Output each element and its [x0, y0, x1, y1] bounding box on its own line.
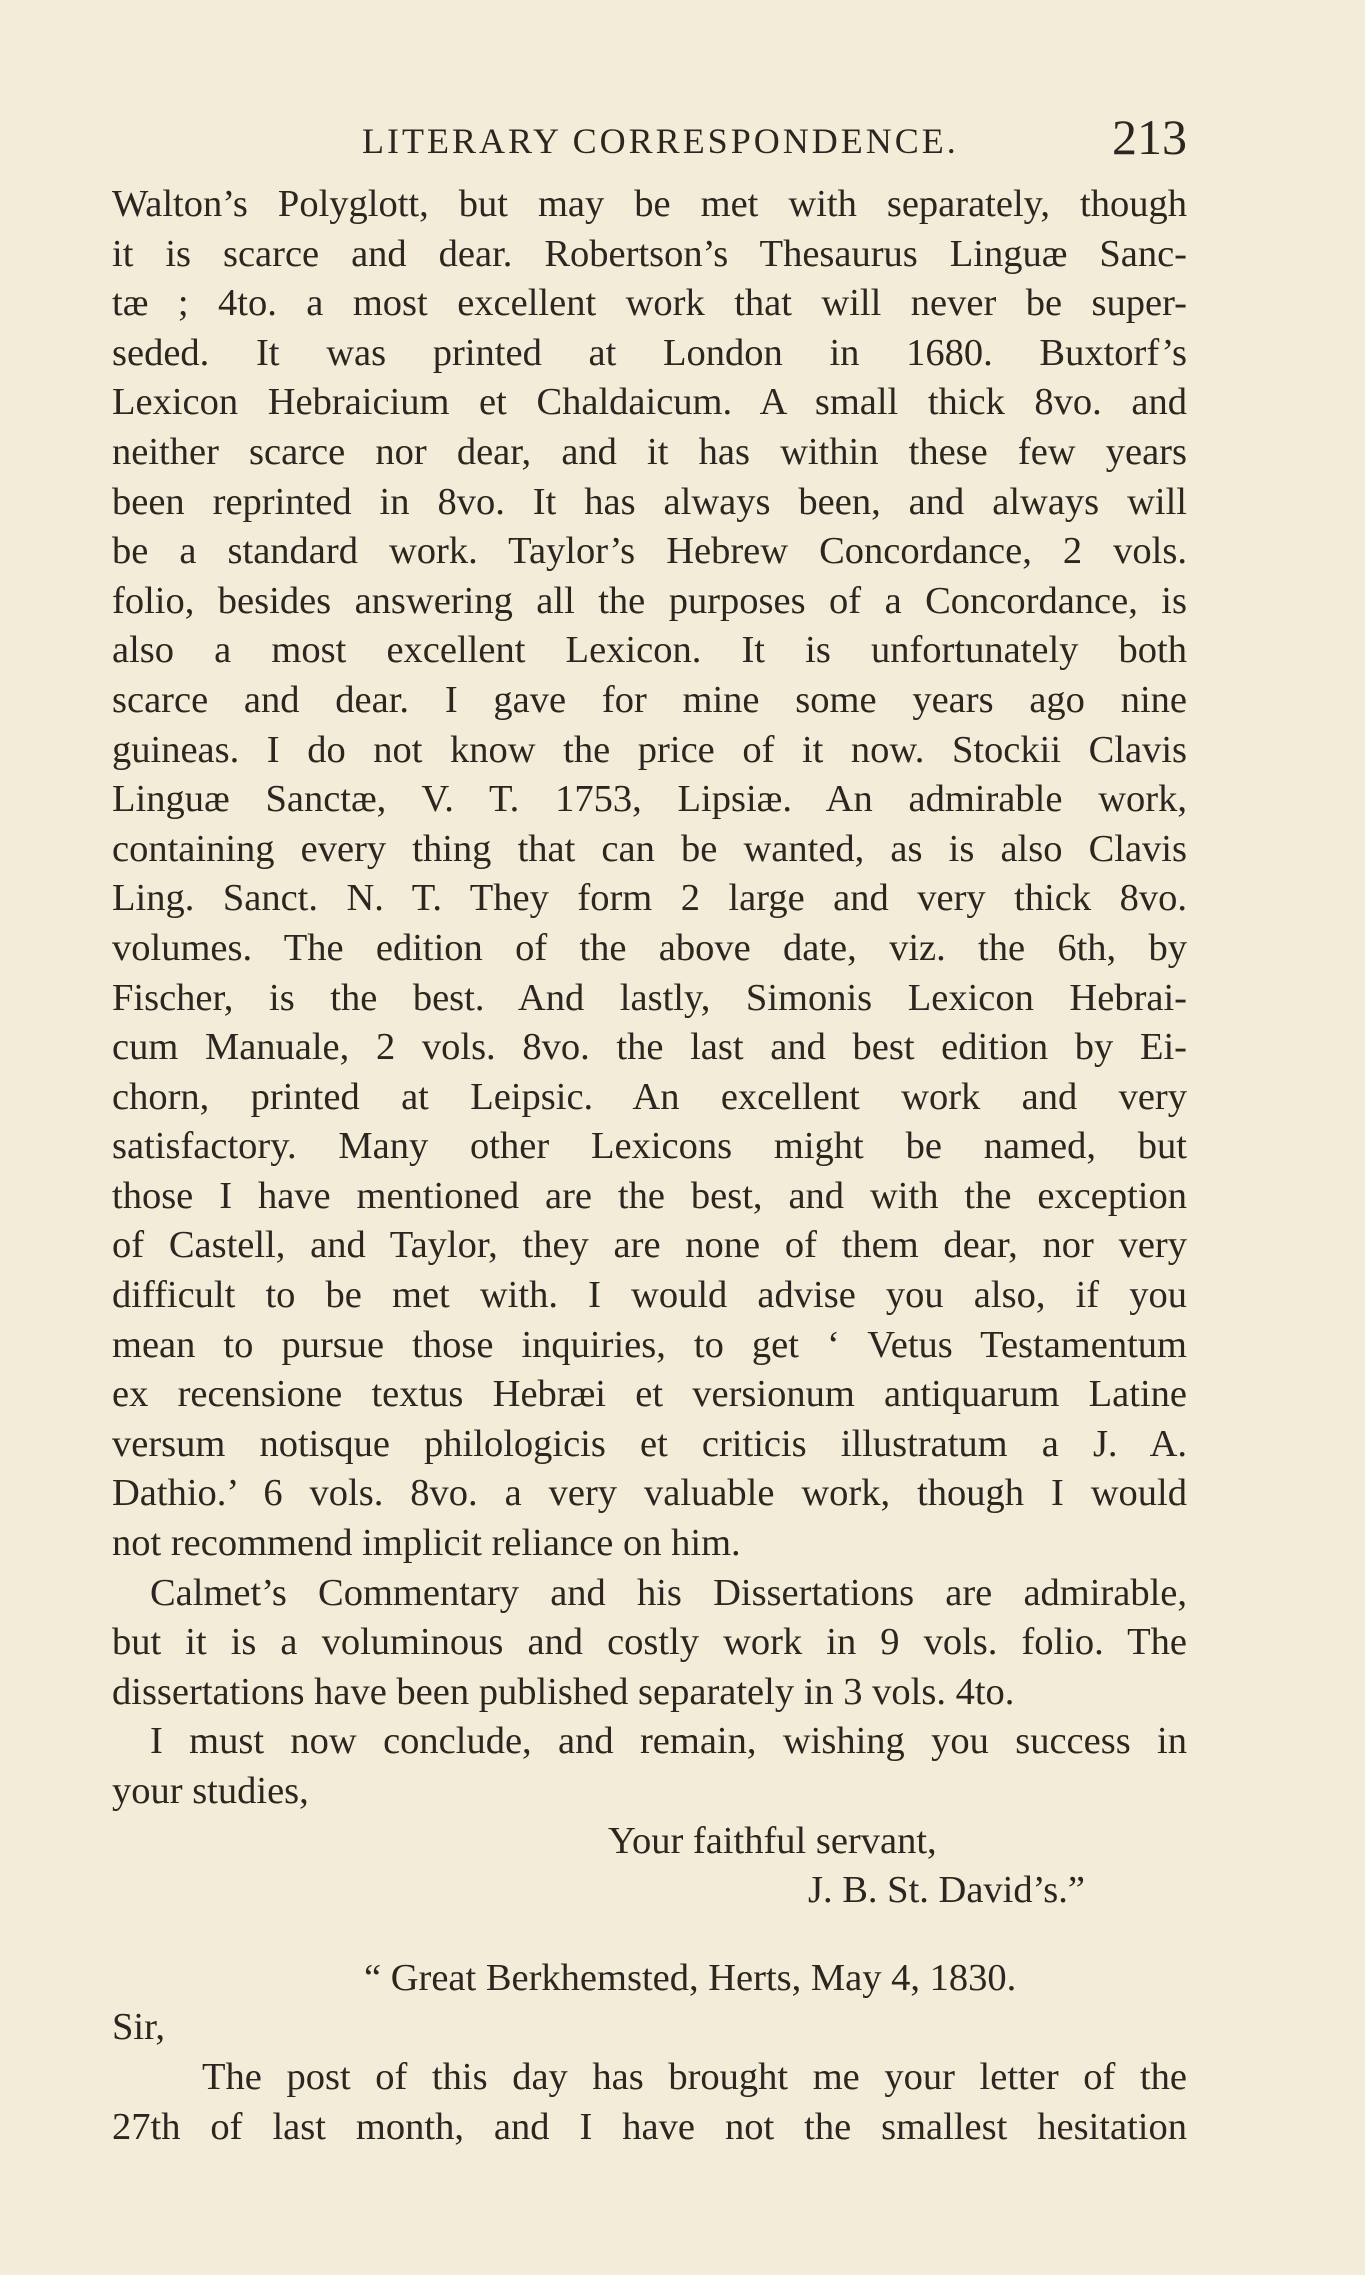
text-line: cum Manuale, 2 vols. 8vo. the last and best edition by Ei- — [112, 1026, 1187, 1069]
text-line: ex recensione textus Hebræi et versionum antiquarum Latine — [112, 1373, 1187, 1416]
text-line: be a standard work. Taylor’s Hebrew Concordance, 2 vols. — [112, 530, 1187, 573]
text-line: tæ ; 4to. a most excellent work that will never be super- — [112, 282, 1187, 325]
text-line: chorn, printed at Leipsic. An excellent work and very — [112, 1075, 1187, 1118]
letter-dateline: “ Great Berkhemsted, Herts, May 4, 1830. — [364, 1956, 1017, 1999]
letter-2 — [112, 1954, 1187, 2152]
text-line: seded. It was printed at London in 1680. Buxtorf’s — [112, 331, 1187, 374]
paragraph-1 — [112, 180, 1187, 1569]
text-line: I must now conclude, and remain, wishing you success in — [150, 1720, 1187, 1763]
text-line: been reprinted in 8vo. It has always been, and always will — [112, 480, 1187, 523]
section-spacer — [112, 1916, 1187, 1954]
text-line: Linguæ Sanctæ, V. T. 1753, Lipsiæ. An admirable work, — [112, 778, 1187, 821]
text-line: your studies, — [112, 1770, 309, 1812]
text-line: difficult to be met with. I would advise you also, if you — [112, 1274, 1187, 1317]
text-line: Fischer, is the best. And lastly, Simonis Lexicon Hebrai- — [112, 976, 1187, 1019]
text-line: scarce and dear. I gave for mine some years ago nine — [112, 678, 1187, 721]
text-line: it is scarce and dear. Robertson’s Thesaurus Linguæ Sanc- — [112, 232, 1187, 275]
text-line: 27th of last month, and I have not the smallest hesitation — [112, 2105, 1187, 2148]
text-line: but it is a voluminous and costly work in 9 vols. folio. The — [112, 1621, 1187, 1664]
text-line: The post of this day has brought me your letter of the — [202, 2055, 1187, 2098]
text-line: satisfactory. Many other Lexicons might be named, but — [112, 1125, 1187, 1168]
text-line: also a most excellent Lexicon. It is unfortunately both — [112, 629, 1187, 672]
text-line: folio, besides answering all the purposes of a Concordance, is — [112, 579, 1187, 622]
running-title: LITERARY CORRESPONDENCE. — [362, 121, 959, 161]
text-line: dissertations have been published separately in 3 vols. 4to. — [112, 1670, 1015, 1713]
text-line: Ling. Sanct. N. T. They form 2 large and very thick 8vo. — [112, 877, 1187, 920]
text-line: versum notisque philologicis et criticis illustratum a J. A. — [112, 1422, 1187, 1465]
letter-closing — [112, 1817, 1187, 1916]
valediction: Your faithful servant, — [608, 1819, 937, 1862]
signature: J. B. St. David’s.” — [808, 1869, 1086, 1912]
text-line: Lexicon Hebraicium et Chaldaicum. A small thick 8vo. and — [112, 381, 1187, 424]
text-line: of Castell, and Taylor, they are none of them dear, nor very — [112, 1224, 1187, 1267]
text-line: Dathio.’ 6 vols. 8vo. a very valuable work, though I would — [112, 1472, 1187, 1515]
text-line: not recommend implicit reliance on him. — [112, 1522, 741, 1565]
paragraph-3 — [112, 1717, 1187, 1816]
body-text — [112, 180, 1187, 2152]
text-line: Calmet’s Commentary and his Dissertations are admirable, — [150, 1571, 1187, 1614]
text-line: those I have mentioned are the best, and with the exception — [112, 1174, 1187, 1217]
paragraph-2 — [112, 1569, 1187, 1718]
page-header — [112, 108, 1187, 178]
text-line: Walton’s Polyglott, but may be met with separately, though — [112, 183, 1187, 225]
text-line: guineas. I do not know the price of it now. Stockii Clavis — [112, 728, 1187, 771]
text-line: volumes. The edition of the above date, viz. the 6th, by — [112, 926, 1187, 969]
text-line: containing every thing that can be wanted, as is also Clavis — [112, 827, 1187, 870]
text-line: neither scarce nor dear, and it has within these few years — [112, 430, 1187, 473]
letter-salutation: Sir, — [112, 2006, 166, 2049]
page-number: 213 — [1112, 109, 1187, 165]
text-line: mean to pursue those inquiries, to get ‘ Vetus Testamentum — [112, 1323, 1187, 1366]
